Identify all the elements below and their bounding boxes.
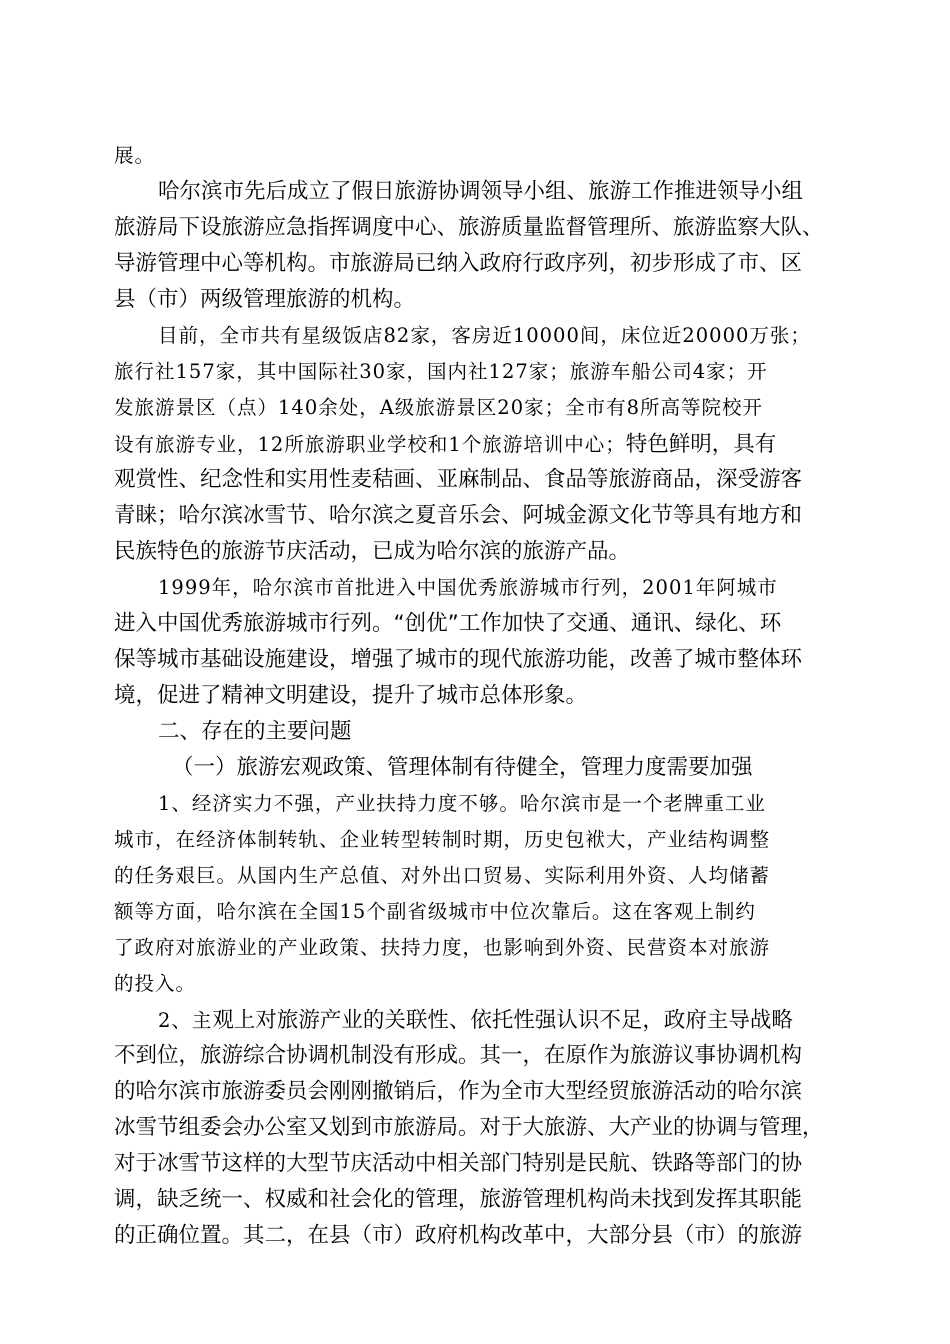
text-span: 2、主 (158, 1009, 213, 1032)
text-line: 额等方面，哈尔滨在全国15个副省级城市中位次靠后。这在客观上制约 (114, 900, 756, 923)
text-line: 保等城市基础设施建设，增强了城市的现代旅游功能，改善了城市整体环 (114, 647, 803, 672)
mixed-paragraph-first-line (114, 1002, 840, 1038)
text-span: 观上对旅游产业的关联性、依托性强认识不足，政府主导战略 (212, 1008, 793, 1033)
text-line: 县（市）两级管理旅游的机构。 (114, 287, 416, 312)
text-line: 青睐；哈尔滨冰雪节、哈尔滨之夏音乐会、阿城金源文化节等具有地方和 (114, 503, 803, 528)
text-line: 的投入。 (114, 972, 197, 995)
mixed-text-line (114, 426, 840, 462)
text-line: 冰雪节组委会办公室又划到市旅游局。对于大旅游、大产业的协调与管理， (114, 1115, 824, 1140)
text-line: 的任务艰巨。从国内生产总值、对外出口贸易、实际利用外资、人均储蓄 (114, 864, 771, 887)
text-line: 调，缺乏统一、权威和社会化的管理，旅游管理机构尚未找到发挥其职能 (114, 1187, 803, 1212)
document-body (114, 138, 840, 1254)
paragraph-first-line: 1999年，哈尔滨市首批进入中国优秀旅游城市行列，2001年阿城市 (158, 576, 778, 599)
text-line: 城市，在经济体制转轨、企业转型转制时期，历史包袱大，产业结构调整 (114, 828, 771, 851)
text-line: 进入中国优秀旅游城市行列。“创优”工作加快了交通、通讯、绿化、环 (114, 611, 782, 636)
paragraph-first-line: 目前，全市共有星级饭店82家，客房近10000间，床位近20000万张； (158, 324, 811, 347)
text-line: 导游管理中心等机构。市旅游局已纳入政府行政序列，初步形成了市、区 (114, 251, 803, 276)
subsection-heading: （一）旅游宏观政策、管理体制有待健全，管理力度需要加强 (172, 755, 753, 780)
text-line: 观赏性、纪念性和实用性麦秸画、亚麻制品、食品等旅游商品，深受游客 (114, 467, 803, 492)
text-line: 发旅游景区（点）140余处，A级旅游景区20家；全市有8所高等院校开 (114, 396, 764, 419)
text-line: 民族特色的旅游节庆活动，已成为哈尔滨的旅游产品。 (114, 539, 631, 564)
text-line: 旅游局下设旅游应急指挥调度中心、旅游质量监督管理所、旅游监察大队、 (114, 215, 824, 240)
text-line: 境，促进了精神文明建设，提升了城市总体形象。 (114, 683, 588, 708)
text-line: 展。 (114, 144, 156, 167)
paragraph-first-line: 哈尔滨市先后成立了假日旅游协调领导小组、旅游工作推进领导小组 (158, 179, 804, 204)
text-line: 对于冰雪节这样的大型节庆活动中相关部门特别是民航、铁路等部门的协 (114, 1151, 803, 1176)
text-line: 的正确位置。其二，在县（市）政府机构改革中，大部分县（市）的旅游 (114, 1223, 803, 1248)
text-line: 旅行社157家，其中国际社30家，国内社127家；旅游车船公司4家；开 (114, 360, 768, 383)
section-heading: 二、存在的主要问题 (158, 719, 352, 744)
text-span: 特色鲜明，具有 (625, 432, 777, 457)
paragraph-first-line: 1、经济实力不强，产业扶持力度不够。哈尔滨市是一个老牌重工业 (158, 792, 766, 815)
text-line: 的哈尔滨市旅游委员会刚刚撤销后，作为全市大型经贸旅游活动的哈尔滨 (114, 1079, 803, 1104)
text-span: 设有旅游专业，12所旅游职业学校和1个旅游培训中心； (114, 433, 626, 456)
text-line: 不到位，旅游综合协调机制没有形成。其一，在原作为旅游议事协调机构 (114, 1043, 803, 1068)
text-line: 了政府对旅游业的产业政策、扶持力度，也影响到外资、民营资本对旅游 (114, 936, 771, 959)
